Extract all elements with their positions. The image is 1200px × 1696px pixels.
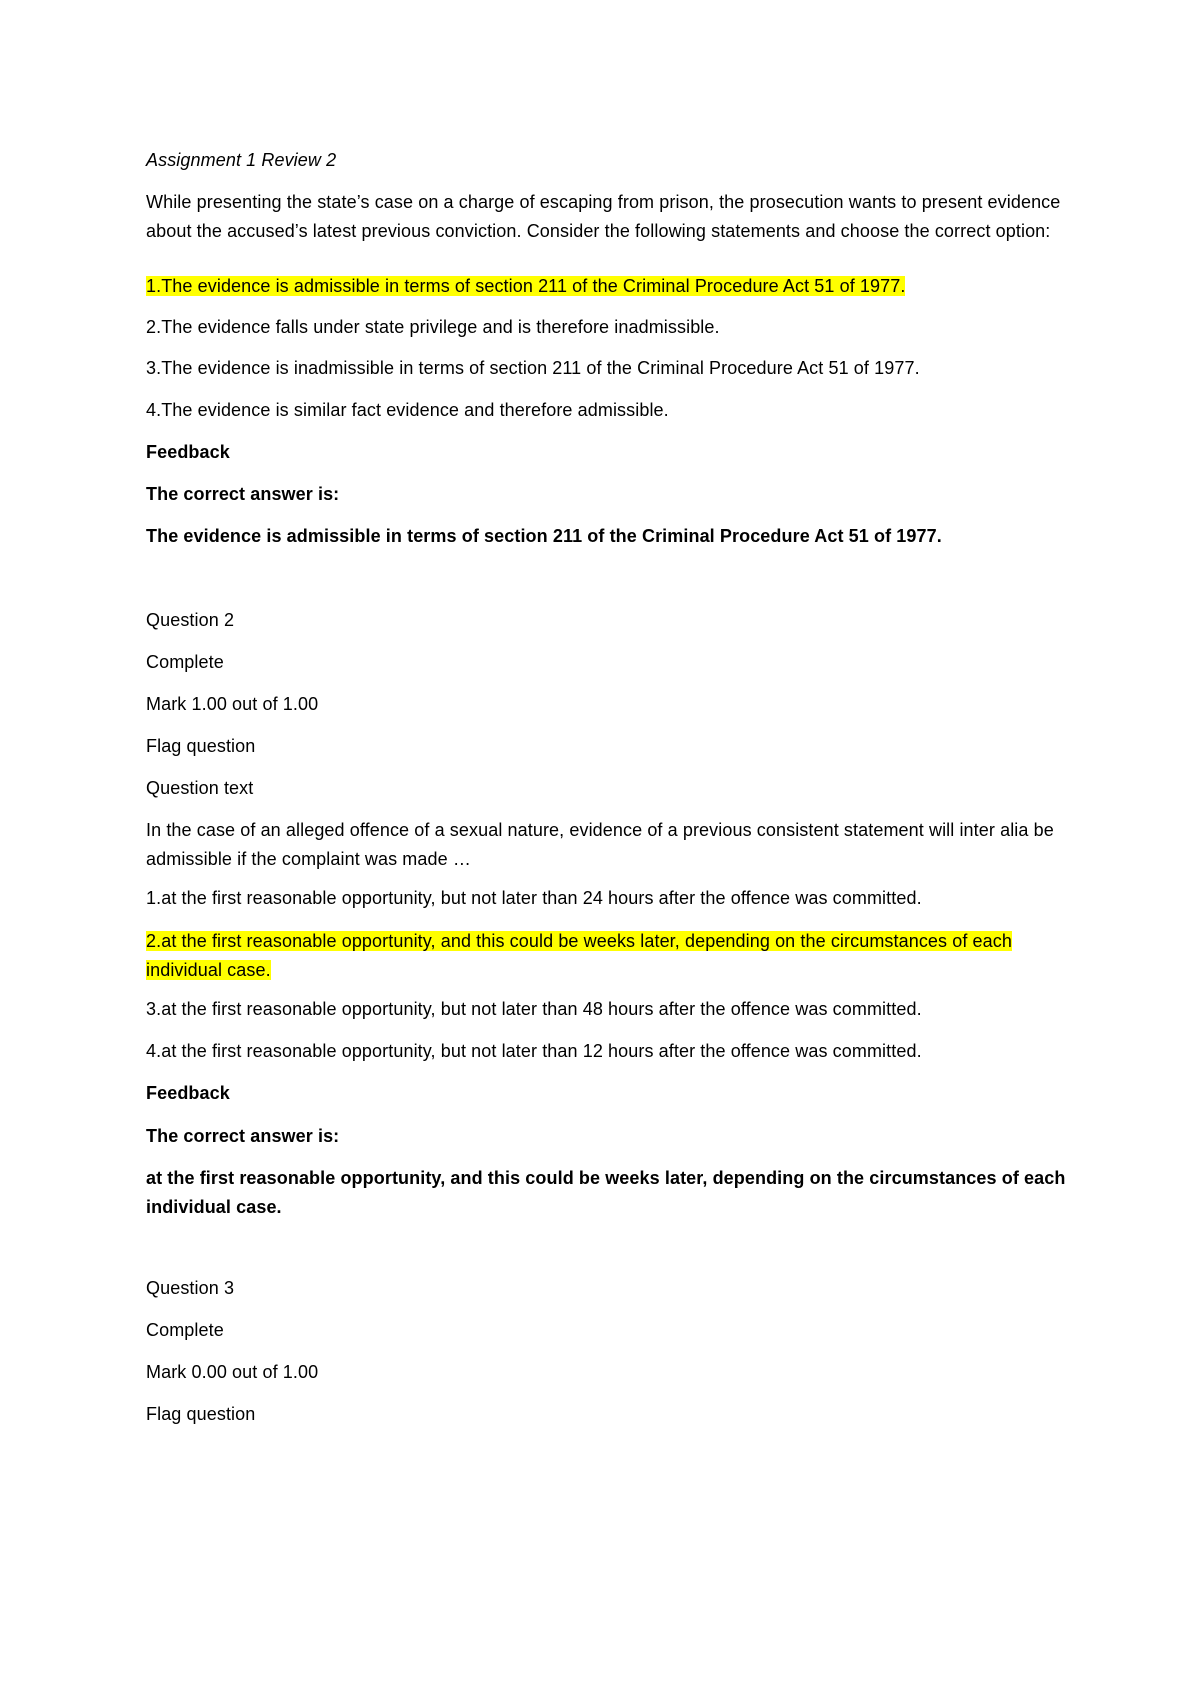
q2-option-2-highlighted: 2.at the first reasonable opportunity, and this could be weeks later, depending on the circumstances of each individual case. <box>146 931 1012 980</box>
q2-option-2 <box>146 927 1066 985</box>
q1-stem: While presenting the state’s case on a charge of escaping from prison, the prosecution wants to present evidence about the accused’s latest previous conviction. Consider the following statements and choose the correct option: <box>146 192 1061 241</box>
document-title: Assignment 1 Review 2 <box>146 150 337 170</box>
q1-option-1-highlighted: 1.The evidence is admissible in terms of section 211 of the Criminal Procedure Act 51 of 1977. <box>146 276 906 296</box>
q2-feedback-label: Feedback <box>146 1083 230 1103</box>
q3-state: Complete <box>146 1320 224 1340</box>
q1-feedback-label: Feedback <box>146 442 230 462</box>
q2-option-4: 4.at the first reasonable opportunity, but not later than 12 hours after the offence was committed. <box>146 1041 922 1061</box>
q3-flag-question: Flag question <box>146 1404 256 1424</box>
q1-option-3: 3.The evidence is inadmissible in terms of section 211 of the Criminal Procedure Act 51 of 1977. <box>146 358 920 378</box>
q2-state: Complete <box>146 652 224 672</box>
q2-flag-question: Flag question <box>146 736 256 756</box>
q2-question-text-label: Question text <box>146 778 254 798</box>
q2-mark: Mark 1.00 out of 1.00 <box>146 694 319 714</box>
q2-correct-answer: at the first reasonable opportunity, and this could be weeks later, depending on the circumstances of each individual case. <box>146 1168 1066 1217</box>
q2-option-1: 1.at the first reasonable opportunity, but not later than 24 hours after the offence was committed. <box>146 888 922 908</box>
q3-number: Question 3 <box>146 1278 235 1298</box>
q3-mark: Mark 0.00 out of 1.00 <box>146 1362 319 1382</box>
q2-correct-label: The correct answer is: <box>146 1126 340 1146</box>
q1-option-2: 2.The evidence falls under state privilege and is therefore inadmissible. <box>146 317 720 337</box>
q2-option-3: 3.at the first reasonable opportunity, but not later than 48 hours after the offence was committed. <box>146 999 922 1019</box>
q2-stem: In the case of an alleged offence of a sexual nature, evidence of a previous consistent statement will inter alia be admissible if the complaint was made … <box>146 820 1054 869</box>
q1-option-4: 4.The evidence is similar fact evidence and therefore admissible. <box>146 400 669 420</box>
q2-number: Question 2 <box>146 610 235 630</box>
q1-correct-label: The correct answer is: <box>146 484 340 504</box>
q1-correct-answer: The evidence is admissible in terms of section 211 of the Criminal Procedure Act 51 of 1977. <box>146 526 942 546</box>
q1-option-1 <box>146 272 1066 301</box>
